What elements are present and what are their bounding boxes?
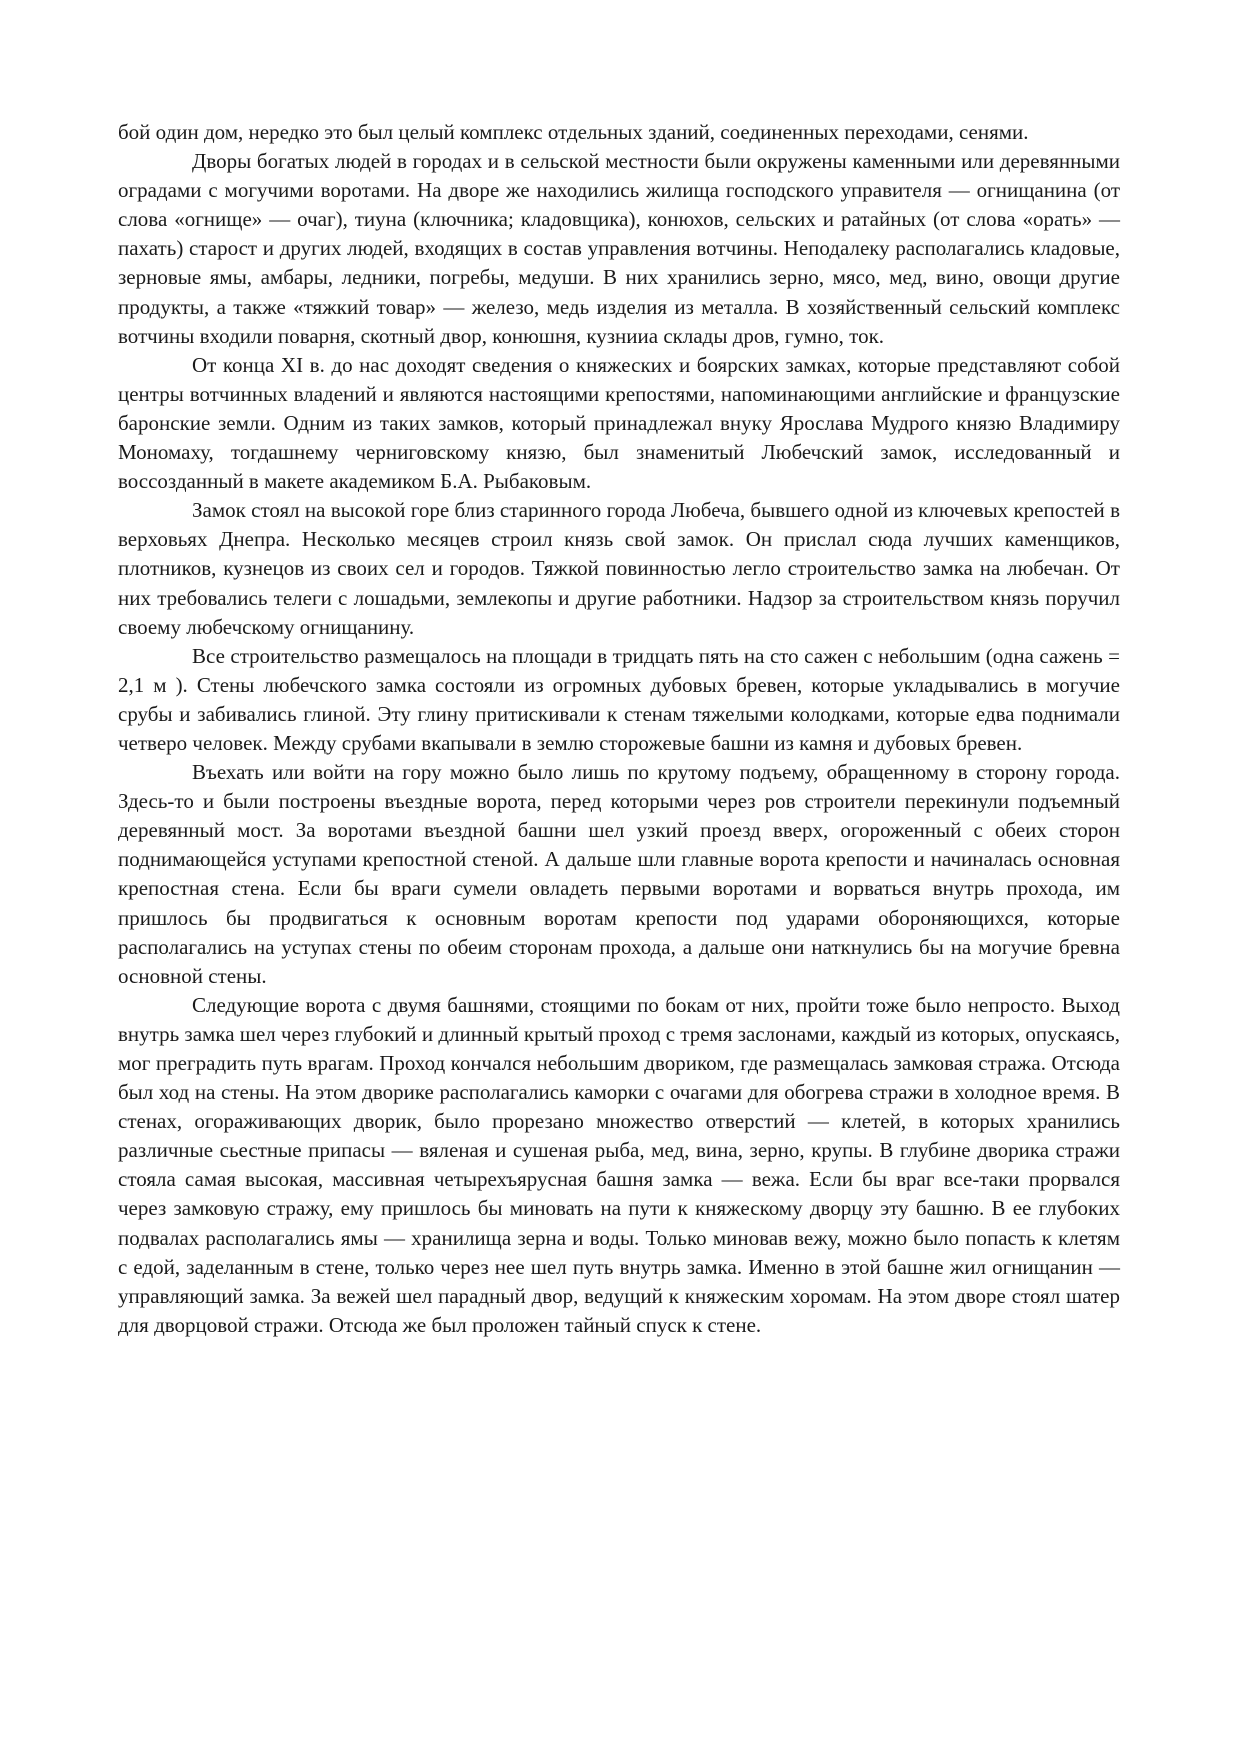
paragraph-lyubech-castle: Замок стоял на высокой горе близ старинного города Любеча, бывшего одной из ключевых крепостей в верховьях Днепра. Несколько месяцев строил князь свой замок. Он прислал сюда лучших каменщиков, плотников, кузнецов из своих сел и городов. Тяжкой повинностью легло строительство замка на любечан. От них требовались телеги с лошадьми, землекопы и другие работники. Надзор за строительством князь поручил своему любечскому огнищанину.: [118, 498, 1120, 639]
paragraph-construction: Все строительство размещалось на площади в тридцать пять на сто сажен с небольшим (одна сажень = 2,1 м ). Стены любечского замка состояли из огромных дубовых бревен, которые укладывались в могучие срубы и забивались глиной. Эту глину притискивали к стенам тяжелыми колодками, которые едва поднимали четверо человек. Между срубами вкапывали в землю сторожевые башни из камня и дубовых бревен.: [118, 643, 1120, 755]
paragraph-castles: От конца XI в. до нас доходят сведения о княжеских и боярских замках, которые представляют собой центры вотчинных владений и являются настоящими крепостями, напоминающими английские и французские баронские земли. Одним из таких замков, который принадлежал внуку Ярослава Мудрого князю Владимиру Мономаху, тогдашнему черниговскому князю, был знаменитый Любечский замок, исследованный и воссозданный в макете академиком Б.А. Рыбаковым.: [118, 352, 1120, 494]
paragraph-entrance: Въехать или войти на гору можно было лишь по крутому подъему, обращенному в сторону города. Здесь-то и были построены въездные ворота, перед которыми через ров строители перекинули подъемный деревянный мост. За воротами въездной башни шел узкий проезд вверх, огороженный с обеих сторон поднимающейся уступами крепостной стеной. А дальше шли главные ворота крепости и начиналась основная крепостная стена. Если бы враги сумели овладеть первыми воротами и ворваться внутрь прохода, им пришлось бы продвигаться к основным воротам крепости под ударами обороняющихся, которые располагались на уступах стены по обеим сторонам прохода, а дальше они наткнулись бы на могучие бревна основной стены.: [118, 760, 1120, 988]
document-page: [118, 118, 1120, 1340]
paragraph-inner-gates: Следующие ворота с двумя башнями, стоящими по бокам от них, пройти тоже было непросто. Выход внутрь замка шел через глубокий и длинный крытый проход с тремя заслонами, каждый из которых, опускаясь, мог преградить путь врагам. Проход кончался небольшим двориком, где размещалась замковая стража. Отсюда был ход на стены. На этом дворике располагались каморки с очагами для обогрева стражи в холодное время. В стенах, огораживающих дворик, было прорезано множество отверстий — клетей, в которых хранились различные сьестные припасы — вяленая и сушеная рыба, мед, вина, зерно, крупы. В глубине дворика стражи стояла самая высокая, массивная четырехъярусная башня замка — вежа. Если бы враг все-таки прорвался через замковую стражу, ему пришлось бы миновать на пути к княжескому дворцу эту башню. В ее глубоких подвалах располагались ямы — хранилища зерна и воды. Только миновав вежу, можно было попасть к клетям с едой, заделанным в стене, только через нее шел путь внутрь замка. Именно в этой башне жил огнищанин — управляющий замка. За вежей шел парадный двор, ведущий к княжеским хоромам. На этом дворе стоял шатер для дворцовой стражи. Отсюда же был проложен тайный спуск к стене.: [118, 992, 1120, 1337]
paragraph-courtyards: Дворы богатых людей в городах и в сельской местности были окружены каменными или деревянными оградами с могучими воротами. На дворе же находились жилища господского управителя — огнищанина (от слова «огнище» — очаг), тиуна (ключника; кладовщика), конюхов, сельских и ратайных (от слова «орать» — пахать) старост и других людей, входящих в состав управления вотчины. Неподалеку располагались кладовые, зерновые ямы, амбары, ледники, погребы, медуши. В них хранились зерно, мясо, мед, вино, овощи другие продукты, а также «тяжкий товар» — железо, медь изделия из металла. В хозяйственный сельский комплекс вотчины входили поварня, скотный двор, конюшня, кузнииа склады дров, гумно, ток.: [118, 149, 1120, 348]
paragraph-continuation: бой один дом, нередко это был целый комплекс отдельных зданий, соединенных переходами, сенями.: [118, 120, 1029, 144]
